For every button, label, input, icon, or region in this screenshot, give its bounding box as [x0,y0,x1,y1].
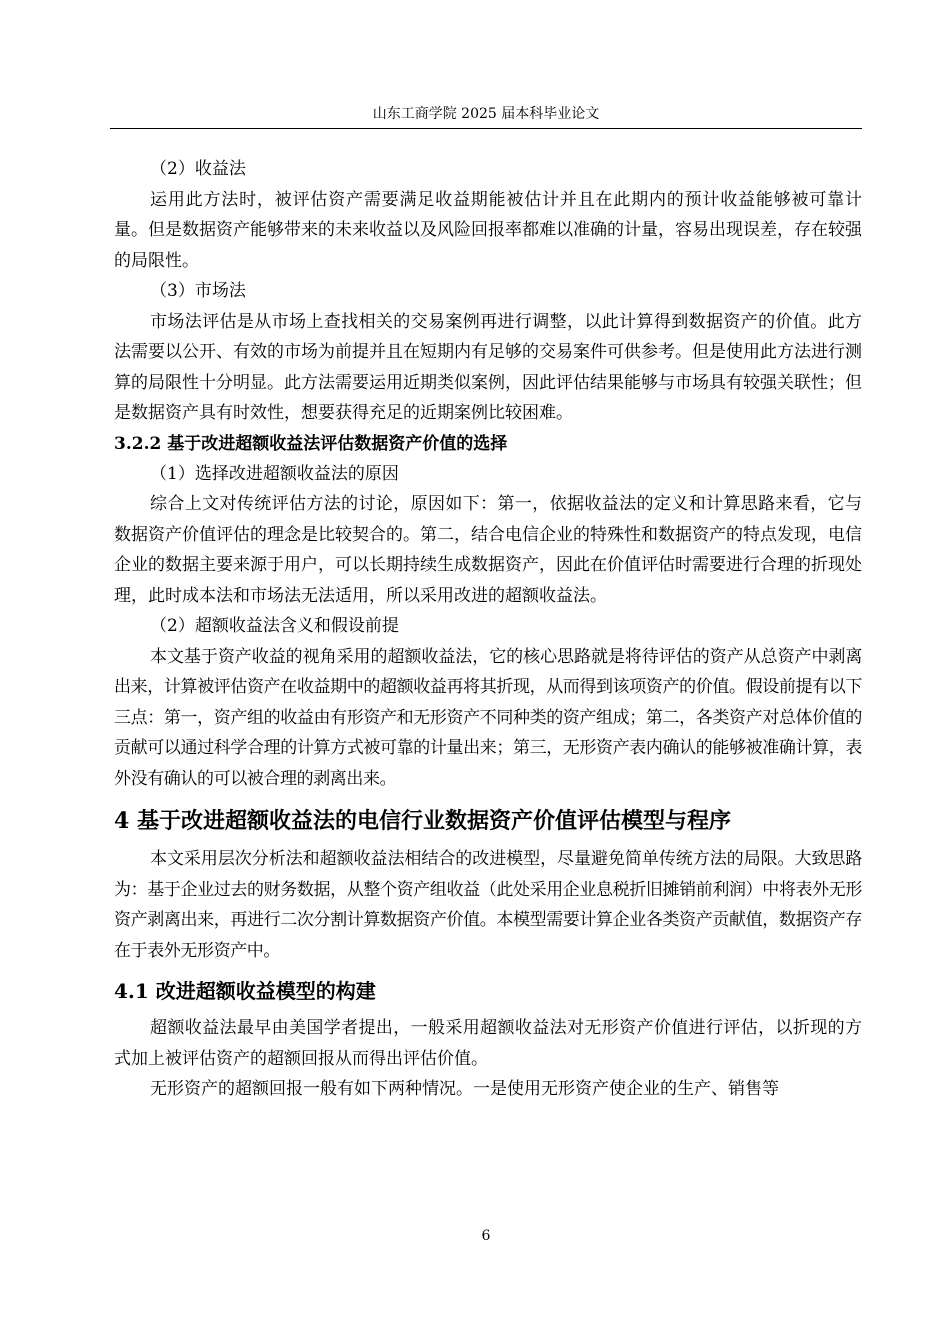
header-divider [110,128,862,129]
paragraph-income-method: 运用此方法时，被评估资产需要满足收益期能被估计并且在此期内的预计收益能够被可靠计量。但是数据资产能够带来的未来收益以及风险回报率都难以准确的计量，容易出现误差，存在较强的局限性。 [114,189,862,271]
page-number: 6 [481,1228,491,1244]
section-heading-4-1: 4.1 改进超额收益模型的构建 [114,979,376,1003]
paragraph-reason: 综合上文对传统评估方法的讨论，原因如下：第一，依据收益法的定义和计算思路来看，它与数据资产价值评估的理念是比较契合的。第二，结合电信企业的特殊性和数据资产的特点发现，电信企业的数据主要来源于用户，可以长期持续生成数据资产，因此在价值评估时需要进行合理的折现处理，此时成本法和市场法无法适用，所以采用改进的超额收益法。 [114,494,862,606]
section-heading-3-2-2: 3.2.2 基于改进超额收益法评估数据资产价值的选择 [114,433,508,454]
list-item-income-method: （2）收益法 [150,159,246,179]
paragraph-4-1-b: 无形资产的超额回报一般有如下两种情况。一是使用无形资产使企业的生产、销售等 [150,1079,779,1099]
paragraph-4-1-a: 超额收益法最早由美国学者提出，一般采用超额收益法对无形资产价值进行评估，以折现的方式加上被评估资产的超额回报从而得出评估价值。 [114,1018,862,1069]
list-item-market-method: （3）市场法 [150,281,246,301]
list-item-meaning: （2）超额收益法含义和假设前提 [150,616,399,636]
list-item-reason: （1）选择改进超额收益法的原因 [150,463,399,484]
running-header: 山东工商学院 2025 届本科毕业论文 [372,106,600,122]
document-body [114,154,862,1105]
chapter-heading-4: 4 基于改进超额收益法的电信行业数据资产价值评估模型与程序 [114,808,731,834]
paragraph-market-method: 市场法评估是从市场上查找相关的交易案例再进行调整，以此计算得到数据资产的价值。此方法需要以公开、有效的市场为前提并且在短期内有足够的交易案件可供参考。但是使用此方法进行测算的局限性十分明显。此方法需要运用近期类似案例，因此评估结果能够与市场具有较强关联性；但是数据资产具有时效性，想要获得充足的近期案例比较困难。 [114,311,862,423]
paragraph-chapter-4: 本文采用层次分析法和超额收益法相结合的改进模型，尽量避免简单传统方法的局限。大致思路为：基于企业过去的财务数据，从整个资产组收益（此处采用企业息税折旧摊销前利润）中将表外无形资产剥离出来，再进行二次分割计算数据资产价值。本模型需要计算企业各类资产贡献值，数据资产存在于表外无形资产中。 [114,849,862,961]
paragraph-meaning: 本文基于资产收益的视角采用的超额收益法，它的核心思路就是将待评估的资产从总资产中剥离出来，计算被评估资产在收益期中的超额收益再将其折现，从而得到该项资产的价值。假设前提有以下三点：第一，资产组的收益由有形资产和无形资产不同种类的资产组成；第二，各类资产对总体价值的贡献可以通过科学合理的计算方式被可靠的计量出来；第三，无形资产表内确认的能够被准确计算，表外没有确认的可以被合理的剥离出来。 [114,646,862,789]
